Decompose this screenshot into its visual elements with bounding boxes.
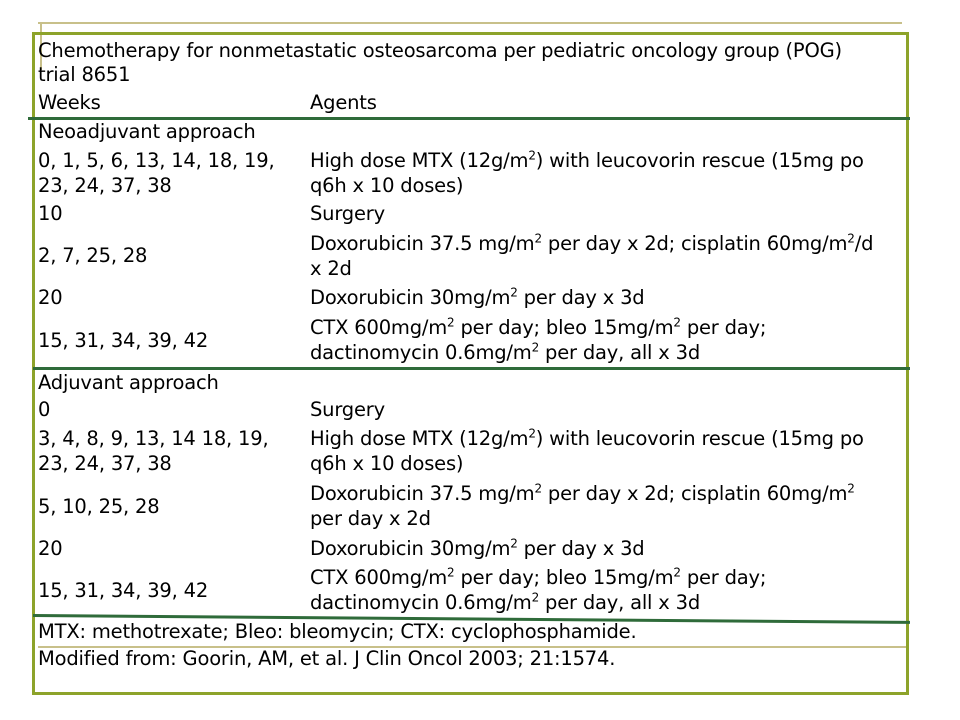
section-heading-adjuvant: Adjuvant approach [38, 371, 219, 394]
table-cell-weeks: 23, 24, 37, 38 [38, 452, 172, 475]
table-cell-weeks: 2, 7, 25, 28 [38, 244, 148, 267]
table-cell-agents: per day x 2d [310, 507, 431, 530]
table-cell-agents: CTX $600mg/m^2$ per day; bleo $15mg/m^2$ per day; [310, 315, 767, 339]
table-cell-agents: q6h x 10 doses) [310, 452, 464, 475]
table-cell-weeks: 0 [38, 398, 51, 421]
table-cell-agents [310, 149, 864, 173]
table-cell-agents: x 2d [310, 257, 352, 280]
table-cell-weeks: 10 [38, 202, 63, 225]
section-heading-neoadjuvant: Neoadjuvant approach [38, 120, 256, 143]
footnote-abbreviations: MTX: methotrexate; Bleo: bleomycin; CTX: cyclophosphamide. [38, 620, 637, 643]
table-cell-weeks: 0, 1, 5, 6, 13, 14, 18, 19, [38, 149, 275, 172]
table-cell-agents: CTX $600mg/m^2$ per day; bleo $15mg/m^2$ per day; [310, 565, 767, 589]
table-cell-weeks: 20 [38, 537, 63, 560]
table-cell-weeks: 20 [38, 286, 63, 309]
table-cell-agents: Doxorubicin 37.5 $mg/m^2$ per day x 2d; cisplatin $60mg/m^2$ [310, 481, 855, 505]
table-cell-weeks: 23, 24, 37, 38 [38, 174, 172, 197]
table-cell-agents: Doxorubicin $30mg/m^2$ per day x 3d [310, 536, 645, 560]
table-cell-agents: Doxorubicin 37.5 $mg/m^2$ per day x 2d; cisplatin $60mg/m^2/d$ [310, 231, 874, 255]
table-cell-agents: dactinomycin $0.6mg/m^2$ per day, all x 3d [310, 340, 700, 364]
table-cell-weeks: 15, 31, 34, 39, 42 [38, 579, 209, 602]
column-header-agents: Agents [310, 91, 377, 114]
table-cell-agents: High dose MTX $(12g/m^2)$ with leucovorin rescue (15mg po [310, 426, 864, 450]
table-title: Chemotherapy for nonmetastatic osteosarcoma per pediatric oncology group (POG) [38, 39, 842, 62]
table-cell-weeks: 5, 10, 25, 28 [38, 495, 160, 518]
table-cell-agents: q6h x 10 doses) [310, 174, 464, 197]
table-cell-agents: Doxorubicin $30mg/m^2$ per day x 3d [310, 285, 645, 309]
footnote-source: Modified from: Goorin, AM, et al. J Clin Oncol 2003; 21:1574. [38, 647, 616, 670]
table-cell-weeks: 15, 31, 34, 39, 42 [38, 329, 209, 352]
table-cell-weeks: 3, 4, 8, 9, 13, 14 18, 19, [38, 427, 269, 450]
deco-top-line [38, 22, 902, 24]
table-title-continued: trial 8651 [38, 63, 131, 86]
table-cell-agents: Surgery [310, 398, 385, 421]
table-cell-agents: dactinomycin $0.6mg/m^2$ per day, all x 3d [310, 590, 700, 614]
agents-text: High dose MTX $(12g/m^2)$ with leucovorin rescue (15mg po [310, 148, 864, 172]
table-cell-agents: Surgery [310, 202, 385, 225]
column-header-weeks: Weeks [38, 91, 101, 114]
section-separator [33, 367, 910, 370]
